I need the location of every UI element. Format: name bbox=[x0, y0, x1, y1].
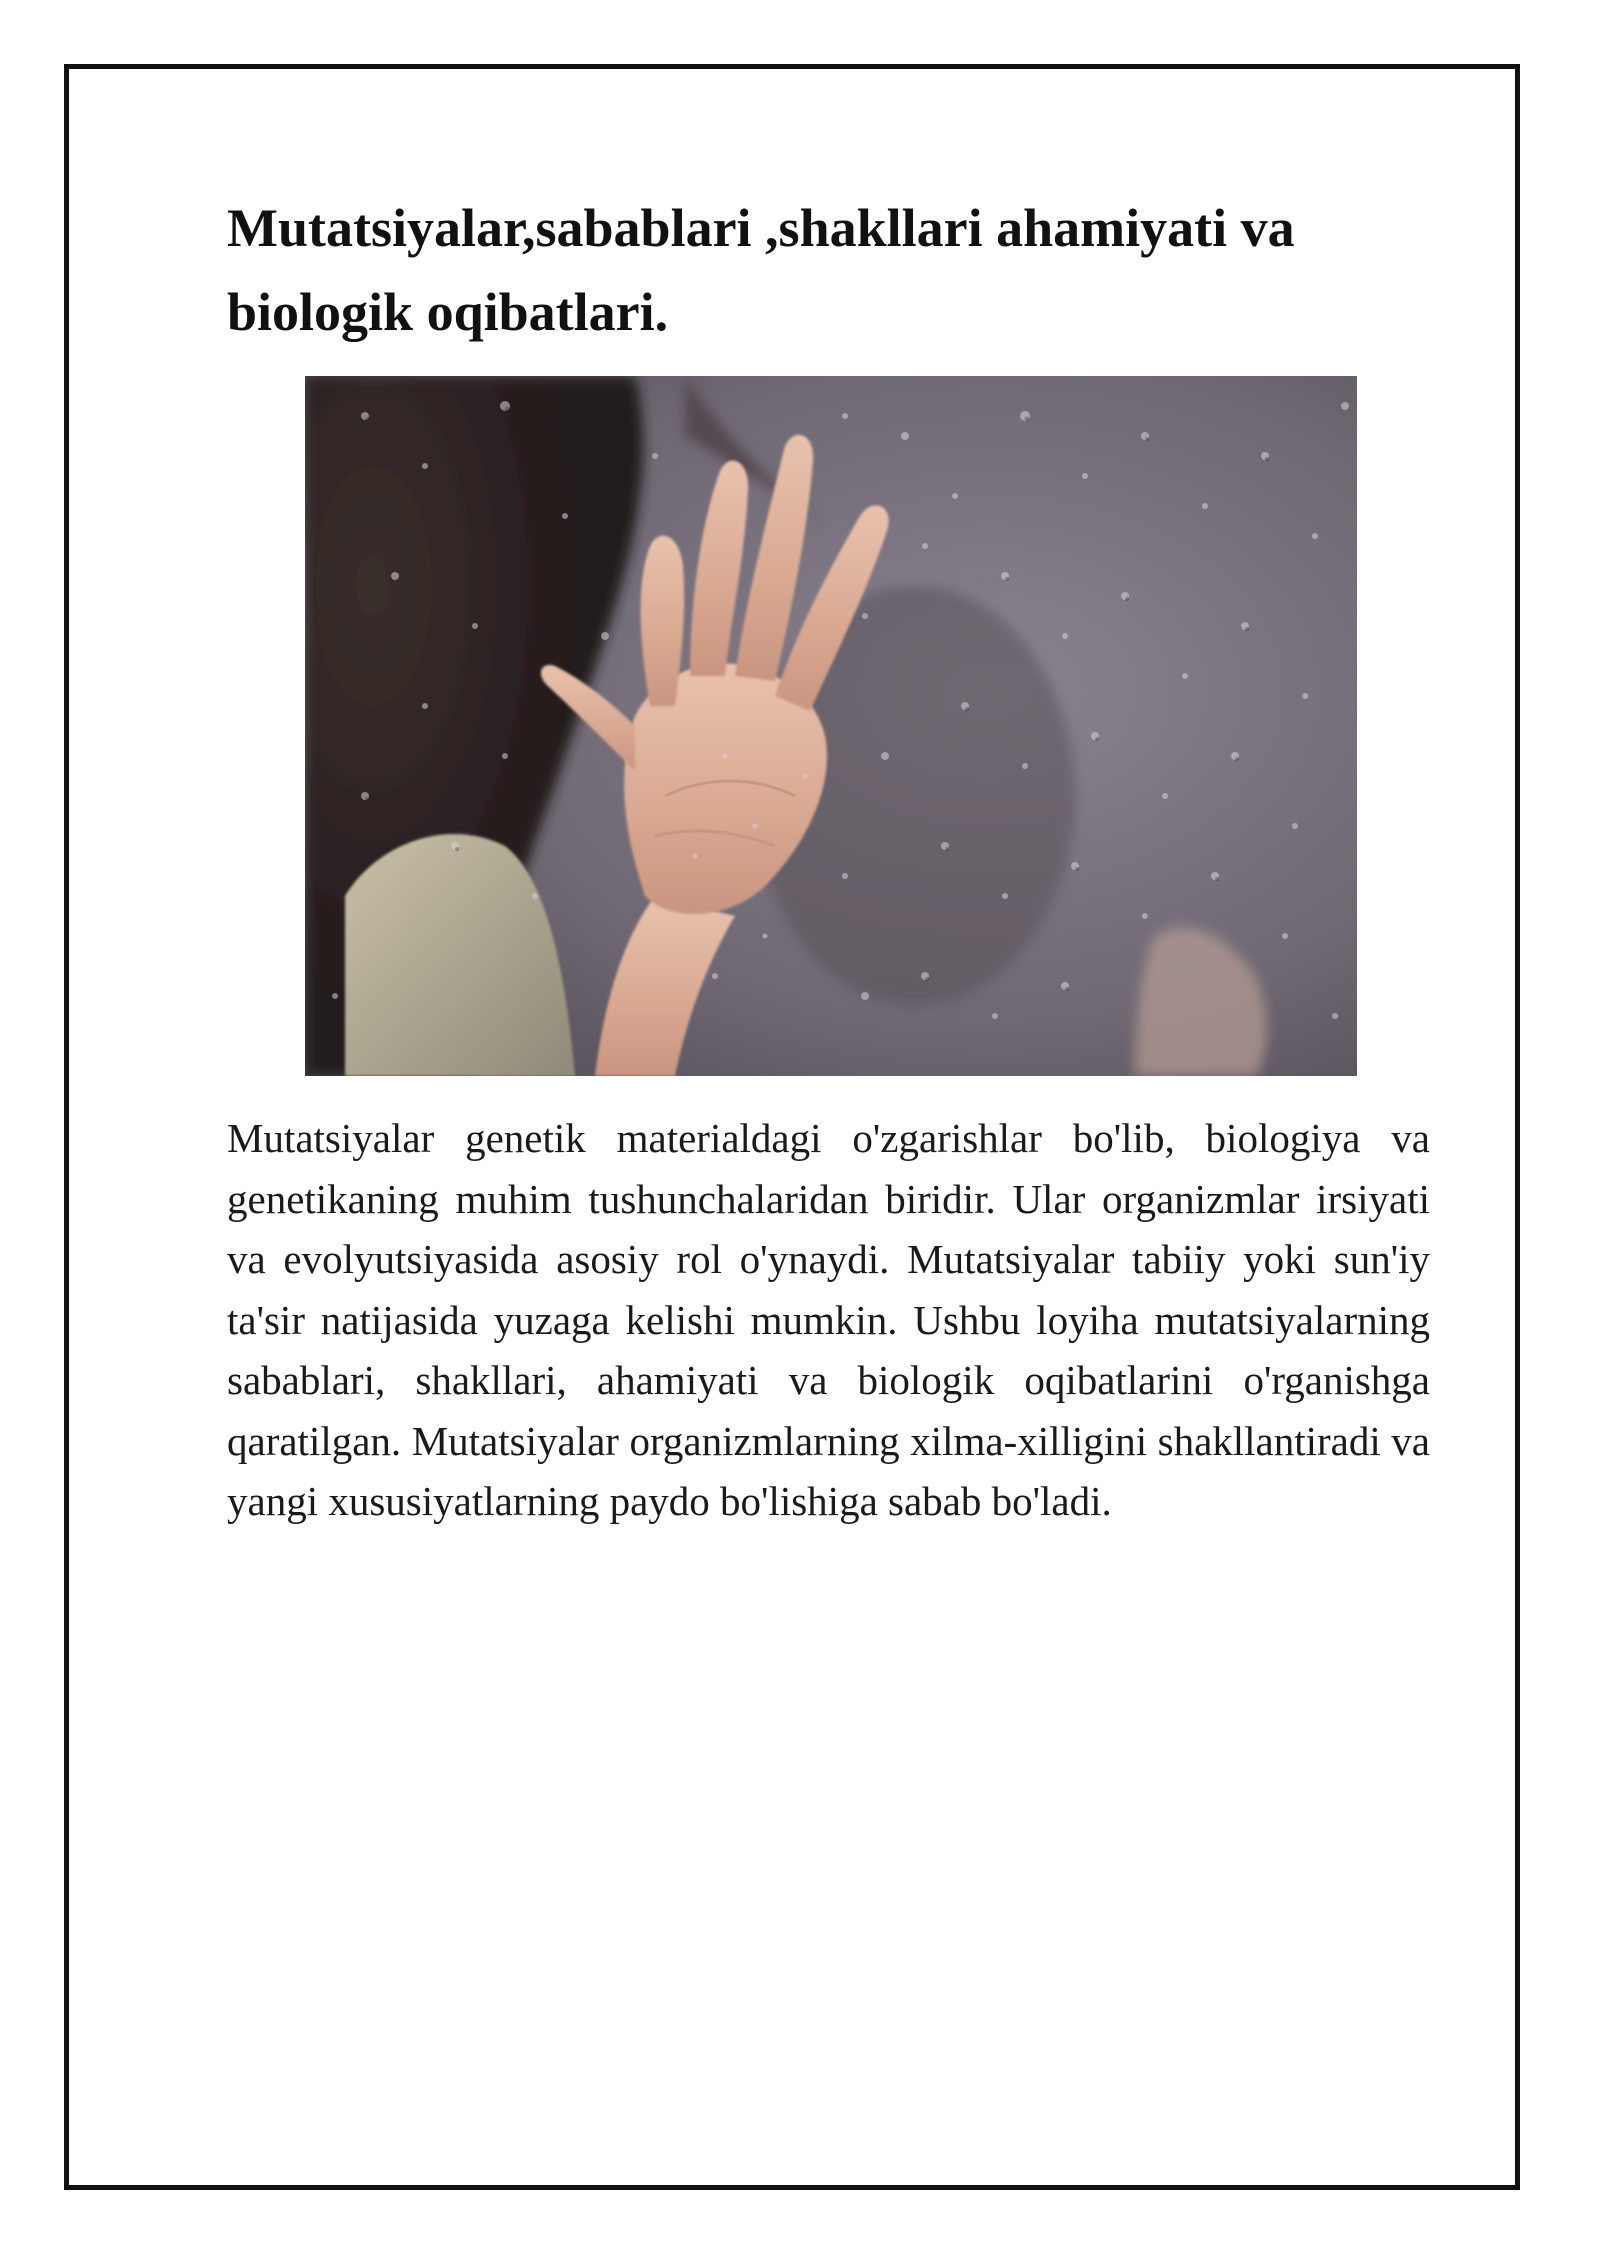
hand-on-rainy-window-photo bbox=[305, 376, 1357, 1076]
document-title: Mutatsiyalar,sabablari ,shakllari ahamiyati va biologik oqibatlari. bbox=[227, 198, 1295, 342]
body-paragraph: Mutatsiyalar genetik materialdagi o'zgarishlar bo'lib, biologiya va genetikaning muhim tushunchalaridan biridir. Ular organizmlar irsiyati va evolyutsiyasida asosiy rol o'ynaydi. Mutatsiyalar tabiiy yoki sun'iy ta'sir natijasida yuzaga kelishi mumkin. Ushbu loyiha mutatsiyalarning sabablari, shakllari, ahamiyati va biologik oqibatlarini o'rganishga qaratilgan. Mutatsiyalar organizmlarning xilma-xilligini shakllantiradi va yangi xususiyatlarning paydo bo'lishiga sabab bo'ladi. bbox=[227, 1115, 1430, 1524]
